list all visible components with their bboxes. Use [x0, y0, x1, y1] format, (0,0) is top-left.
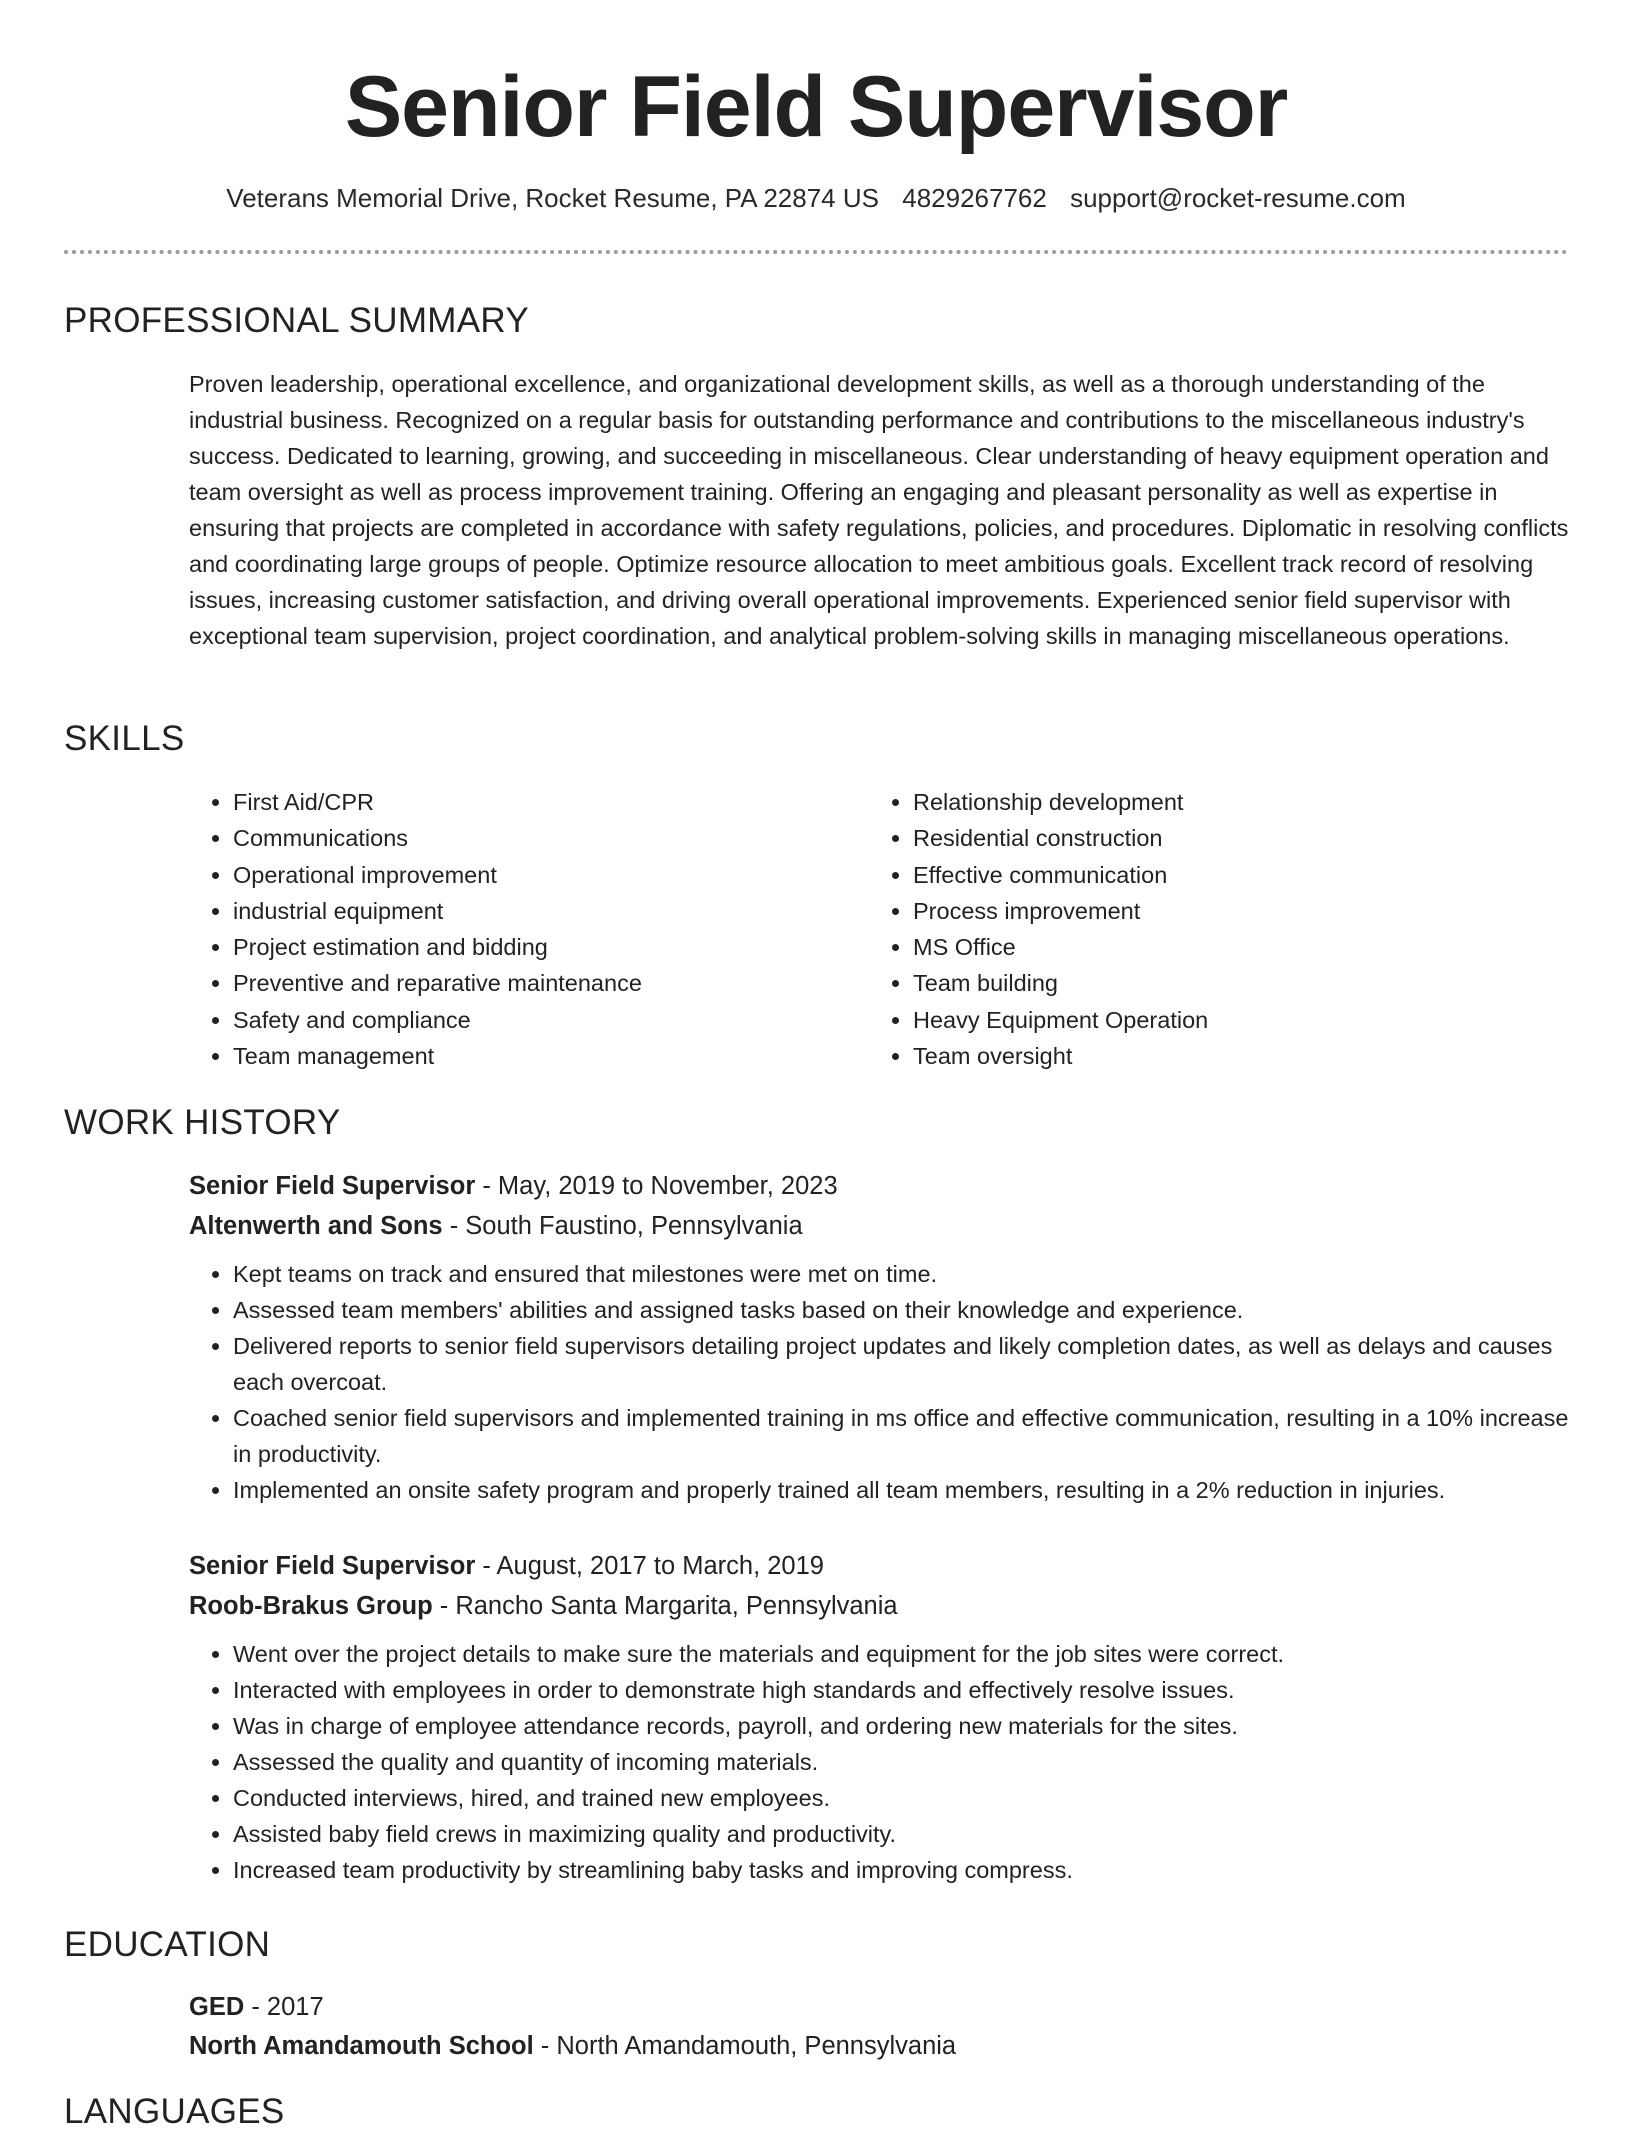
job-company-line: [189, 1206, 1579, 1246]
education-location: - North Amandamouth, Pennsylvania: [533, 2032, 957, 2060]
education-entry: [189, 1988, 1579, 2066]
section-title-skills: SKILLS: [64, 719, 185, 758]
job-bullets: [189, 1256, 1579, 1508]
job-dates: - May, 2019 to November, 2023: [475, 1172, 838, 1200]
job-role: Senior Field Supervisor: [189, 1552, 476, 1580]
section-title-work-history: WORK HISTORY: [64, 1103, 341, 1142]
education-degree-line: [189, 1988, 1579, 2027]
education-school-line: [189, 2027, 1579, 2066]
job-bullet: • Assessed the quality and quantity of incoming materials.: [233, 1744, 1579, 1780]
skill-item: • Residential construction: [913, 820, 1549, 856]
skill-item: • Team building: [913, 965, 1549, 1001]
section-title-summary: PROFESSIONAL SUMMARY: [64, 301, 529, 340]
education-degree: GED: [189, 1993, 245, 2021]
skill-item: • Operational improvement: [233, 857, 869, 893]
education-school: North Amandamouth School: [189, 2032, 534, 2060]
job-bullet: • Kept teams on track and ensured that milestones were met on time.: [233, 1256, 1579, 1292]
education-year: - 2017: [244, 1993, 324, 2021]
job-bullet: • Assessed team members' abilities and assigned tasks based on their knowledge and experience.: [233, 1292, 1579, 1328]
job-company: Altenwerth and Sons: [189, 1212, 443, 1240]
skill-item: • Process improvement: [913, 893, 1549, 929]
job-bullet: • Assisted baby field crews in maximizing quality and productivity.: [233, 1816, 1579, 1852]
skill-item: • Heavy Equipment Operation: [913, 1002, 1549, 1038]
skills-column-right: [869, 784, 1549, 1074]
job-location: - Rancho Santa Margarita, Pennsylvania: [432, 1592, 898, 1620]
job-company: Roob-Brakus Group: [189, 1592, 433, 1620]
job-dates: - August, 2017 to March, 2019: [475, 1552, 824, 1580]
skill-item: • MS Office: [913, 929, 1549, 965]
job-bullet: • Delivered reports to senior field supervisors detailing project updates and likely completion dates, as well as delays and causes each overcoat.: [233, 1328, 1579, 1400]
section-title-education: EDUCATION: [64, 1925, 271, 1964]
job-role: Senior Field Supervisor: [189, 1172, 476, 1200]
contact-email: support@rocket-resume.com: [1070, 183, 1406, 213]
skill-item: • First Aid/CPR: [233, 784, 869, 820]
skill-item: • Effective communication: [913, 857, 1549, 893]
job-bullet: • Increased team productivity by streamlining baby tasks and improving compress.: [233, 1852, 1579, 1888]
job-title-line: [189, 1166, 1579, 1206]
job-company-line: [189, 1586, 1579, 1626]
skill-item: • Safety and compliance: [233, 1002, 869, 1038]
skill-item: • Relationship development: [913, 784, 1549, 820]
section-title-languages: LANGUAGES: [64, 2092, 285, 2131]
skill-item: • Communications: [233, 820, 869, 856]
job-bullets: [189, 1636, 1579, 1888]
skill-item: • industrial equipment: [233, 893, 869, 929]
job-bullet: • Conducted interviews, hired, and trained new employees.: [233, 1780, 1579, 1816]
header-divider: [64, 250, 1568, 254]
summary-text: Proven leadership, operational excellence, and organizational development skills, as well as a thorough understanding of the industrial business. Recognized on a regular basis for outstanding performance and contributions to the miscellaneous industry's success. Dedicated to learning, growing, and succeeding in miscellaneous. Clear understanding of heavy equipment operation and team oversight as well as process improvement training. Offering an engaging and pleasant personality as well as expertise in ensuring that projects are completed in accordance with safety regulations, policies, and procedures. Diplomatic in resolving conflicts and coordinating large groups of people. Optimize resource allocation to meet ambitious goals. Excellent track record of resolving issues, increasing customer satisfaction, and driving overall operational improvements. Experienced senior field supervisor with exceptional team supervision, project coordination, and analytical problem-solving skills in managing miscellaneous operations.: [189, 371, 1569, 649]
skills-column-left: [189, 784, 869, 1074]
job-bullet: • Was in charge of employee attendance records, payroll, and ordering new materials for the sites.: [233, 1708, 1579, 1744]
skill-item: • Project estimation and bidding: [233, 929, 869, 965]
contact-address: Veterans Memorial Drive, Rocket Resume, PA 22874 US: [226, 183, 879, 213]
job-title-line: [189, 1546, 1579, 1586]
job-location: - South Faustino, Pennsylvania: [442, 1212, 803, 1240]
job-bullet: • Went over the project details to make sure the materials and equipment for the job sites were correct.: [233, 1636, 1579, 1672]
job-entry: [189, 1546, 1579, 1888]
skills-list: [189, 784, 1579, 1074]
job-entry: [189, 1166, 1579, 1508]
skill-item: • Team management: [233, 1038, 869, 1074]
job-bullet: • Interacted with employees in order to demonstrate high standards and effectively resolve issues.: [233, 1672, 1579, 1708]
resume-name: Senior Field Supervisor: [344, 59, 1288, 155]
skill-item: • Team oversight: [913, 1038, 1549, 1074]
skill-item: • Preventive and reparative maintenance: [233, 965, 869, 1001]
contact-line: [0, 180, 1632, 216]
job-bullet: • Coached senior field supervisors and implemented training in ms office and effective communication, resulting in a 10% increase in productivity.: [233, 1400, 1579, 1472]
job-bullet: • Implemented an onsite safety program and properly trained all team members, resulting in a 2% reduction in injuries.: [233, 1472, 1579, 1508]
contact-phone: 4829267762: [902, 183, 1047, 213]
